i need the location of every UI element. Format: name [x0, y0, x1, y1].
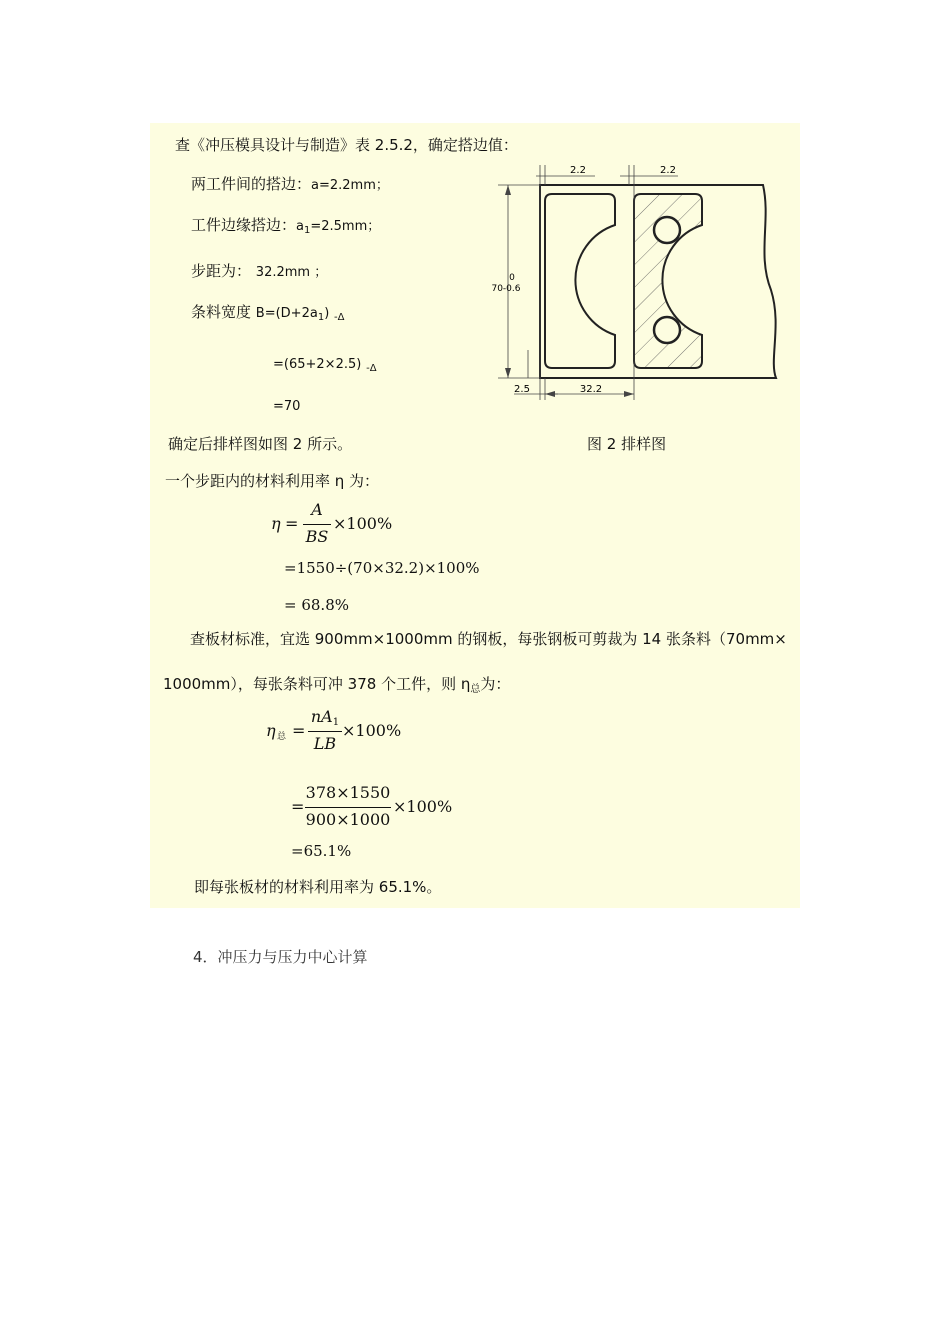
dim-top-left: 2.2: [570, 165, 586, 176]
width-line: [191, 303, 345, 327]
dim-bottom-left: 2.5: [514, 384, 530, 395]
figure-reference: 确定后排样图如图 2 所示。: [168, 435, 353, 453]
edge-label: 工件边缘搭边：: [191, 216, 297, 234]
fraction-numerator: A: [311, 500, 323, 519]
total-formula-multiplier: ×100%: [342, 721, 402, 740]
strip-layout-figure: [490, 160, 780, 408]
dim-side: 70-0.6: [491, 284, 521, 294]
section-heading: 4．冲压力与压力中心计算: [193, 948, 368, 966]
total-formula: [266, 707, 406, 757]
width-tol: -Δ: [334, 312, 345, 323]
utilization-intro: 一个步距内的材料利用率 η 为：: [165, 472, 380, 490]
width-calc: =(65+2×2.5): [273, 357, 362, 372]
utilization-formula: [271, 500, 401, 548]
width-label: 条料宽度: [191, 303, 256, 321]
edge-value: =2.5mm；: [310, 219, 381, 234]
formula-equals: =: [285, 514, 299, 533]
hole-bottom: [654, 317, 680, 343]
total-calc-bar: [305, 807, 391, 808]
sheet-paragraph-line2: [163, 675, 510, 699]
total-denominator: LB: [313, 734, 337, 753]
hole-top: [654, 217, 680, 243]
para2-text: 1000mm），每张条料可冲 378 个工件，则 η: [163, 675, 471, 693]
gap-value: a=2.2mm；: [311, 178, 389, 193]
width-calc-tol: -Δ: [366, 363, 377, 374]
width-expr: B=(D+2a: [255, 306, 318, 321]
fraction-denominator: BS: [305, 527, 329, 546]
dim-top-right: 2.2: [660, 165, 676, 176]
sheet-paragraph-line1: 查板材标准，宜选 900mm×1000mm 的钢板，每张钢板可剪裁为 14 张条料（70mm×: [190, 630, 787, 648]
width-calc-line: [273, 354, 377, 378]
edge-var: a: [296, 219, 304, 234]
gap-line: [191, 175, 389, 195]
fraction-bar: [303, 524, 331, 525]
step-label: 步距为：: [191, 262, 252, 280]
eta-total-symbol: η: [266, 721, 276, 740]
total-calc-multiplier: ×100%: [393, 797, 453, 816]
eta-total-sub: 总: [277, 732, 287, 742]
total-num-sub: 1: [332, 717, 340, 728]
total-calc-numerator: 378×1550: [305, 783, 391, 802]
total-calc-denominator: 900×1000: [305, 810, 391, 829]
para2-end: 为：: [480, 675, 511, 693]
conclusion: 即每张板材的材料利用率为 65.1%。: [194, 878, 442, 896]
edge-sub: 1: [303, 225, 311, 236]
gap-label: 两工件间的搭边：: [191, 175, 312, 193]
total-numerator: [308, 707, 342, 728]
total-calc-formula: [291, 783, 461, 833]
total-fraction-bar: [308, 731, 342, 732]
width-sub: 1: [317, 312, 325, 323]
total-formula-equals: =: [292, 721, 306, 740]
dim-bottom: 32.2: [579, 384, 603, 395]
total-num-text: nA: [310, 707, 333, 726]
step-value: 32.2mm ；: [255, 265, 328, 280]
total-calc-equals: =: [291, 797, 305, 816]
width-result: =70: [273, 399, 301, 414]
edge-line: [191, 216, 380, 240]
utilization-calc: =1550÷(70×32.2)×100%: [284, 559, 480, 577]
formula-multiplier: ×100%: [333, 514, 393, 533]
step-line: [191, 262, 327, 282]
workpiece-left: [545, 194, 615, 368]
utilization-result: = 68.8%: [284, 596, 349, 614]
figure-caption: 图 2 排样图: [587, 435, 667, 453]
eta-symbol: η: [271, 514, 281, 533]
dim-side-top: 0: [509, 273, 515, 283]
para2-sub: 总: [470, 684, 481, 695]
total-result: =65.1%: [291, 842, 352, 860]
width-close: ): [324, 306, 330, 321]
intro-line: 查《冲压模具设计与制造》表 2.5.2，确定搭边值：: [175, 136, 518, 154]
